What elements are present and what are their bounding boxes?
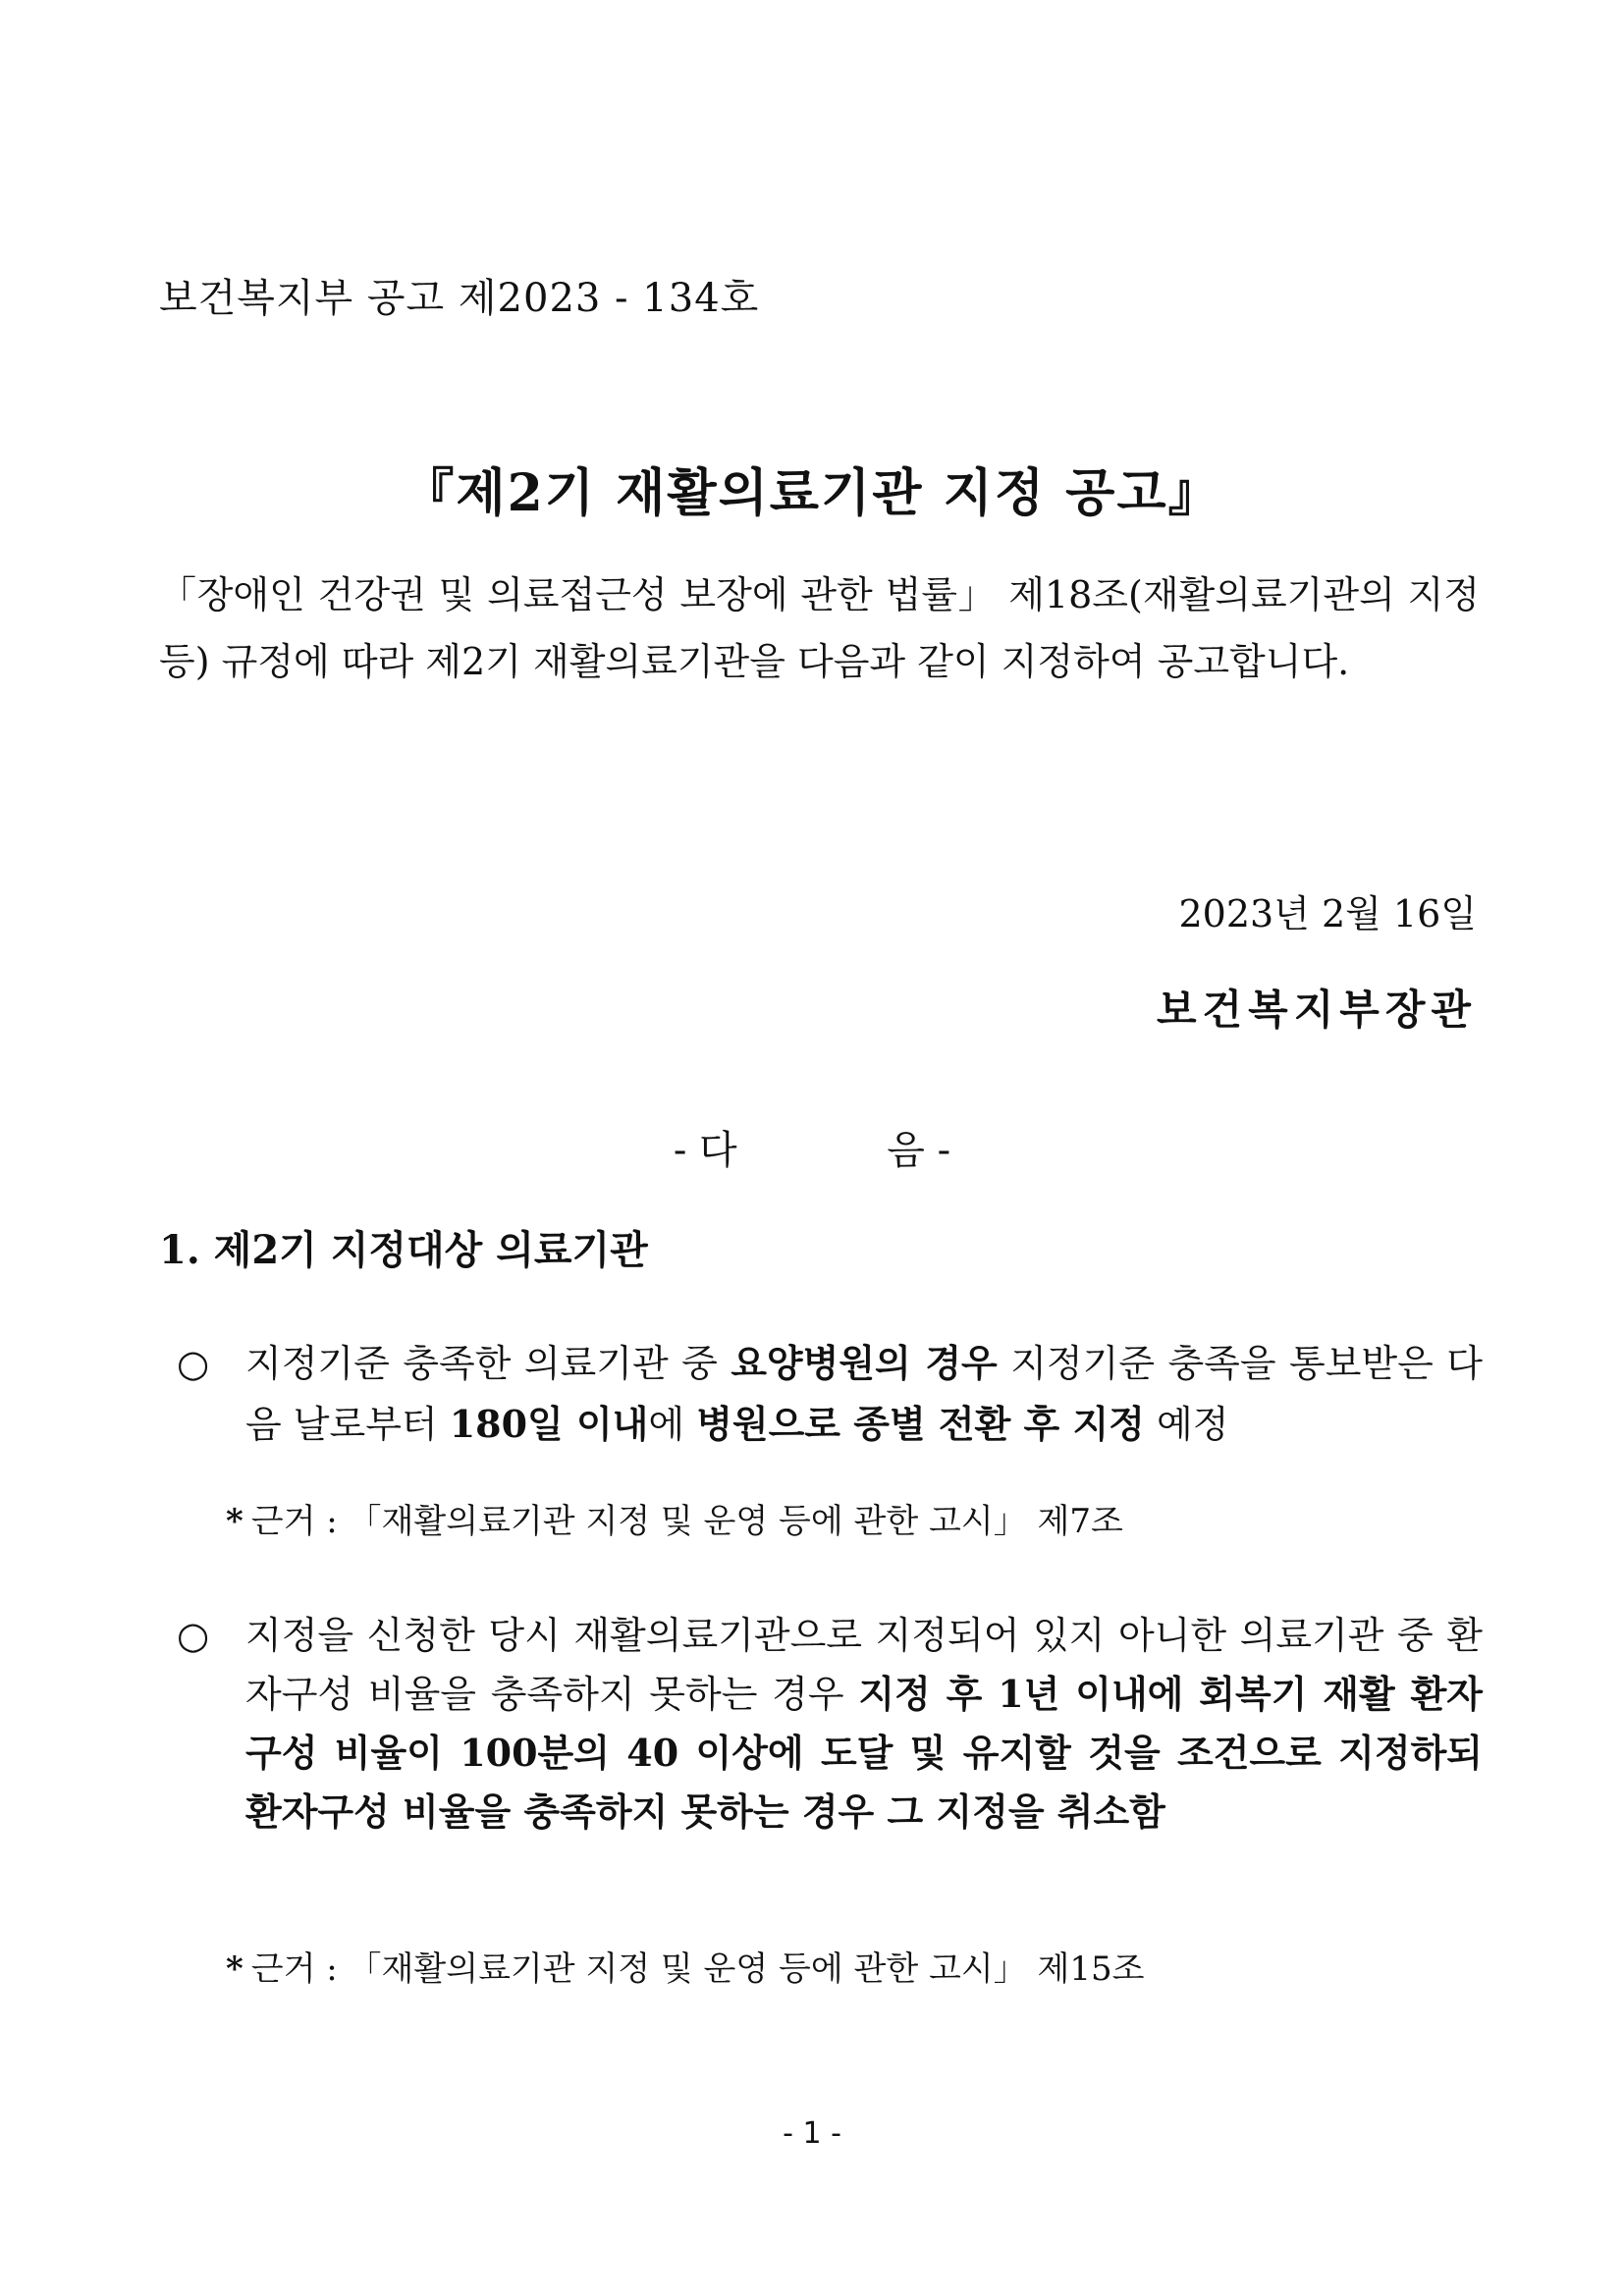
item-text-bold: 지정 후 1년 이내에 회복기 재활 환자구성 비율이 100분의 40 이상에 도달 및 유지할 것을 조건으로 지정하되 환자구성 비율을 충족하지 못하는 경우 그 지정을 취소함 (245, 1672, 1483, 1834)
issuer-title: 보건복지부장관 (1156, 986, 1477, 1034)
following-heading-left: - 다 (673, 1128, 737, 1173)
item-text-plain: 에 (648, 1403, 697, 1446)
item-text-plain: 예정 (1144, 1403, 1229, 1446)
asterisk-icon: * (226, 1502, 244, 1541)
legal-basis-text: 근거 : 「재활의료기관 지정 및 운영 등에 관한 고시」 제15조 (250, 1949, 1145, 1989)
page-number: - 1 - (783, 2116, 841, 2151)
list-item-text (245, 1606, 1483, 1842)
section-title: 1. 제2기 지정대상 의료기관 (159, 1227, 648, 1273)
following-heading (0, 1119, 1624, 1175)
item-text-plain: 지정기준 충족을 통보받은 다음 날로부터 (245, 1342, 1483, 1446)
item-text-bold: 180일 이내 (449, 1402, 649, 1446)
intro-paragraph: 「장애인 건강권 및 의료접근성 보장에 관한 법률」 제18조(재활의료기관의 지정 등) 규정에 따라 제2기 재활의료기관을 다음과 같이 지정하여 공고합니다. (159, 573, 1480, 683)
list-item (177, 1606, 1483, 1842)
announcement-date: 2023년 2월 16일 (1178, 892, 1477, 935)
asterisk-icon: * (226, 1949, 244, 1989)
legal-basis-note (226, 1942, 1145, 1990)
item-text-plain: 지정기준 충족한 의료기관 중 (245, 1342, 731, 1385)
notice-number: 보건복지부 공고 제2023 - 134호 (159, 276, 760, 321)
list-item-text (245, 1333, 1483, 1455)
following-heading-right: 음 - (887, 1128, 951, 1173)
list-item (177, 1333, 1483, 1455)
circle-bullet-icon: ○ (177, 1614, 210, 1657)
item-text-bold: 요양병원의 경우 (731, 1341, 998, 1385)
legal-basis-text: 근거 : 「재활의료기관 지정 및 운영 등에 관한 고시」 제7조 (250, 1502, 1123, 1541)
item-text-bold: 병원으로 종별 전환 후 지정 (696, 1402, 1145, 1446)
item-text-plain: 지정을 신청한 당시 재활의료기관으로 지정되어 있지 아니한 의료기관 중 환자구성 비율을 충족하지 못하는 경우 (245, 1614, 1483, 1716)
legal-basis-note (226, 1494, 1123, 1542)
document-title: 『제2기 재활의료기관 지정 공고』 (403, 463, 1221, 523)
circle-bullet-icon: ○ (177, 1342, 210, 1385)
